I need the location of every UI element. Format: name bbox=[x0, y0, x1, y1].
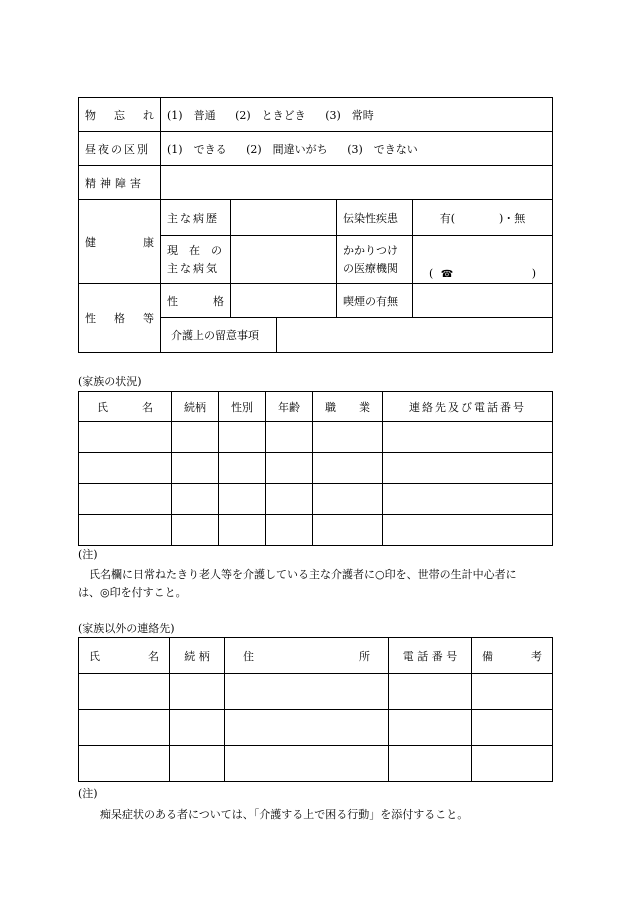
label-smoking: 喫煙の有無 bbox=[337, 284, 413, 318]
forgetfulness-options bbox=[161, 98, 553, 132]
option-always[interactable]: (3) 常時 bbox=[325, 108, 374, 122]
family-note-title: (注) bbox=[78, 548, 98, 561]
header-phone-number: 電 話 番 号 bbox=[389, 638, 472, 674]
header-relation: 続柄 bbox=[172, 392, 219, 422]
label-day-night: 昼夜の区別 bbox=[79, 132, 161, 166]
label-character: 性 格 bbox=[161, 284, 231, 318]
table-row bbox=[79, 453, 553, 484]
row-day-night bbox=[79, 132, 553, 166]
contacts-header-row bbox=[79, 638, 553, 674]
character-field[interactable] bbox=[231, 284, 337, 318]
label-mental-disorder: 精神障害 bbox=[79, 166, 161, 200]
care-notes-cell bbox=[161, 318, 553, 353]
option-cannot[interactable]: (3) できない bbox=[347, 142, 418, 156]
option-often-wrong[interactable]: (2) 間違いがち bbox=[246, 142, 328, 156]
row-forgetfulness bbox=[79, 98, 553, 132]
current-illness-field[interactable] bbox=[231, 236, 337, 284]
smoking-field[interactable] bbox=[413, 284, 553, 318]
header-occupation: 職 業 bbox=[313, 392, 383, 422]
table-row bbox=[79, 710, 553, 746]
label-care-notes: 介護上の留意事項 bbox=[161, 318, 277, 352]
family-note-line1: 氏名欄に日常ねたきり老人等を介護している主な介護者に○印を、世帯の生計中心者に bbox=[78, 568, 517, 581]
header-name: 氏 名 bbox=[79, 392, 172, 422]
label-main-history: 主な病歴 bbox=[161, 200, 231, 236]
contacts-note-title: (注) bbox=[78, 787, 98, 800]
header-address: 住 所 bbox=[225, 638, 389, 674]
option-normal[interactable]: (1) 普通 bbox=[167, 108, 216, 122]
family-note-line2: は、◎印を付すこと。 bbox=[78, 586, 187, 599]
option-can[interactable]: (1) できる bbox=[167, 142, 227, 156]
header-contact-relation: 続 柄 bbox=[170, 638, 225, 674]
label-infectious: 伝染性疾患 bbox=[337, 200, 413, 236]
header-remarks: 備 考 bbox=[472, 638, 553, 674]
infectious-value[interactable]: 有( )・無 bbox=[413, 200, 553, 236]
family-table bbox=[78, 391, 553, 546]
header-contact-name: 氏 名 bbox=[79, 638, 170, 674]
label-health: 健 康 bbox=[79, 200, 161, 284]
contacts-table bbox=[78, 637, 553, 782]
row-personality-1 bbox=[79, 284, 553, 318]
label-family-doctor: かかりつけ の医療機関 bbox=[337, 236, 413, 284]
table-row bbox=[79, 422, 553, 453]
family-doctor-field[interactable]: ( ☎ ) bbox=[413, 236, 553, 284]
family-header-row bbox=[79, 392, 553, 422]
family-caption: (家族の状況) bbox=[78, 375, 142, 388]
row-health-1 bbox=[79, 200, 553, 236]
label-personality: 性 格 等 bbox=[79, 284, 161, 353]
row-mental-disorder bbox=[79, 166, 553, 200]
contacts-caption: (家族以外の連絡先) bbox=[78, 622, 175, 635]
header-contact-phone: 連絡先及び電話番号 bbox=[383, 392, 553, 422]
label-forgetfulness: 物 忘 れ bbox=[79, 98, 161, 132]
mental-disorder-field[interactable] bbox=[161, 166, 553, 200]
personal-info-table bbox=[78, 97, 553, 353]
contacts-note-line1: 痴呆症状のある者については、「介護する上で困る行動」を添付すること。 bbox=[78, 808, 469, 821]
header-gender: 性別 bbox=[219, 392, 266, 422]
day-night-options bbox=[161, 132, 553, 166]
phone-icon: ☎ bbox=[440, 269, 454, 280]
main-history-field[interactable] bbox=[231, 200, 337, 236]
label-current-illness: 現 在 の 主な病気 bbox=[161, 236, 231, 284]
table-row bbox=[79, 674, 553, 710]
option-sometimes[interactable]: (2) ときどき bbox=[235, 108, 306, 122]
table-row bbox=[79, 746, 553, 782]
table-row bbox=[79, 515, 553, 546]
header-age: 年齢 bbox=[266, 392, 313, 422]
care-notes-field[interactable] bbox=[277, 318, 552, 352]
table-row bbox=[79, 484, 553, 515]
